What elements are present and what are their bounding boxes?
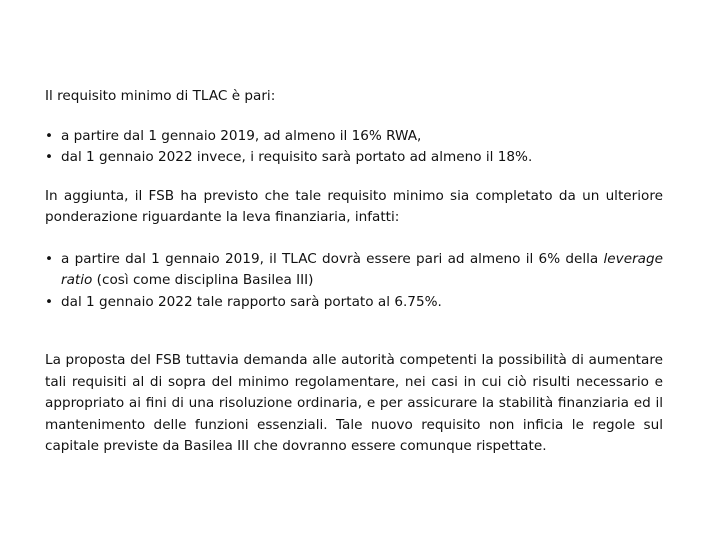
list-item bbox=[45, 292, 663, 314]
tlac-requirement-list bbox=[45, 126, 663, 169]
intro-text: Il requisito minimo di TLAC è pari: bbox=[45, 88, 276, 104]
leverage-requirement-list bbox=[45, 249, 663, 314]
spacer bbox=[45, 108, 663, 126]
spacer bbox=[45, 313, 663, 350]
list-item-text-suffix: (così come disciplina Basilea III) bbox=[92, 272, 314, 288]
list-item-text: dal 1 gennaio 2022 tale rapporto sarà portato al 6.75%. bbox=[61, 293, 442, 310]
list-item-text: a partire dal 1 gennaio 2019, ad almeno il 16% RWA, bbox=[61, 127, 422, 144]
bullet-icon: • bbox=[45, 250, 54, 267]
list-item-text: a partire dal 1 gennaio 2019, il TLAC dovrà essere pari ad almeno il 6% della bbox=[61, 250, 604, 267]
list-item bbox=[45, 249, 663, 292]
leverage-ratio-term: leverage ratio bbox=[61, 250, 663, 288]
spacer bbox=[45, 169, 663, 186]
list-item bbox=[45, 147, 663, 169]
spacer bbox=[45, 229, 663, 249]
list-item-text: dal 1 gennaio 2022 invece, i requisito sarà portato ad almeno il 18%. bbox=[61, 149, 533, 165]
list-item bbox=[45, 126, 663, 148]
leverage-intro-paragraph: In aggiunta, il FSB ha previsto che tale requisito minimo sia completato da un ulteriore ponderazione riguardante la leva finanziaria, infatti: bbox=[45, 187, 663, 225]
bullet-icon: • bbox=[45, 149, 54, 165]
bullet-icon: • bbox=[45, 293, 54, 310]
bullet-icon: • bbox=[45, 127, 54, 144]
fsb-proposal-paragraph: La proposta del FSB tuttavia demanda alle autorità competenti la possibilità di aumentare tali requisiti al di sopra del minimo regolamentare, nei casi in cui ciò risulti necessario e appropriato ai fini di una risoluzione ordinaria, e per assicurare la stabilità finanziaria ed il mantenimento delle funzioni essenziali. Tale nuovo requisito non inficia le regole sul capitale previste da Basilea III che dovranno essere comunque rispettate. bbox=[45, 352, 663, 454]
slide-content bbox=[45, 86, 663, 458]
